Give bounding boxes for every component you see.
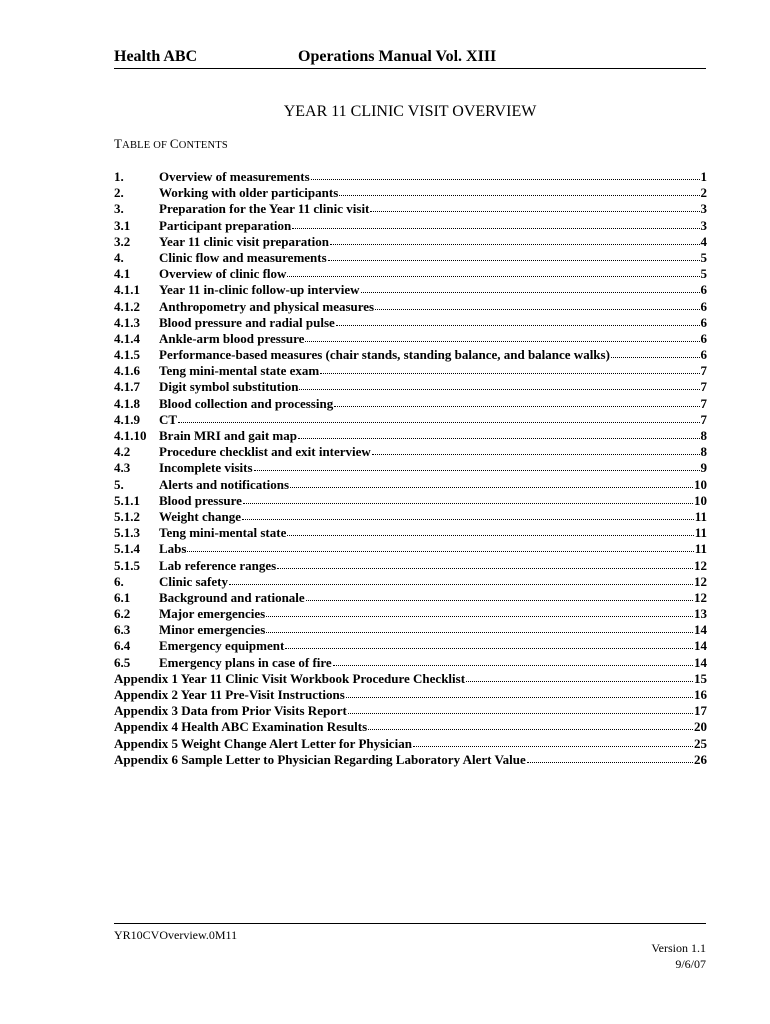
toc-entry-leader [466,671,693,682]
footer-divider [114,923,706,924]
toc-entry-number: 5.1.5 [114,557,140,573]
toc-entry-number: 6.4 [114,638,131,654]
toc-entry-leader [229,574,693,585]
toc-entry-leader [306,590,693,601]
toc-entry-leader [370,201,699,212]
toc-entry-title: Emergency plans in case of fire [159,654,332,670]
toc-entry-page: 7 [700,363,707,379]
toc-entry-page: 20 [694,719,707,735]
toc-entry-page: 6 [700,298,707,314]
toc-entry-number: 4.1 [114,266,131,282]
footer-version-block [651,940,706,972]
toc-entry-title: Procedure checklist and exit interview [159,444,371,460]
toc-entry-title: Blood pressure [159,492,242,508]
toc-entry-leader [311,169,700,180]
toc-entry-number: 1. [114,169,124,184]
toc-entry-title: Clinic flow and measurements [159,249,327,265]
toc-entry-page: 7 [700,395,707,411]
toc-entry-page: 3 [700,201,707,217]
toc-entry[interactable] [114,266,707,282]
toc-entry-leader [285,638,693,649]
toc-entry-page: 12 [694,589,707,605]
toc-entry-page: 16 [694,687,707,702]
toc-entry-page: 6 [700,314,707,330]
toc-entry-title: Year 11 clinic visit preparation [159,233,329,249]
toc-entry-number: 4.3 [114,460,131,476]
toc-entry-leader [328,250,700,261]
toc-entry-leader [277,558,693,569]
toc-entry[interactable] [114,671,707,687]
toc-entry-number: 5. [114,476,124,492]
toc-entry[interactable] [114,218,707,234]
toc-entry-page: 8 [700,428,707,443]
toc-entry[interactable] [114,299,707,315]
toc-entry[interactable] [114,460,707,476]
toc-entry-title: Blood pressure and radial pulse [159,314,335,330]
footer-date: 9/6/07 [675,957,706,971]
toc-entry-number: 3. [114,201,124,217]
toc-entry[interactable] [114,412,707,428]
toc-entry-leader [187,541,693,552]
toc-entry-leader [292,218,699,229]
toc-entry-leader [339,185,699,196]
toc-entry-page: 5 [700,266,707,282]
toc-entry-leader [333,655,693,666]
header-manual-title: Operations Manual Vol. XIII [298,48,497,65]
toc-entry-leader [299,379,699,390]
toc-entry-number: 4. [114,249,124,265]
toc-entry-number: 4.2 [114,444,131,460]
toc-entry-title: Incomplete visits [159,460,253,476]
toc-entry-number: 5.1.4 [114,541,140,557]
toc-entry-leader [346,687,693,698]
toc-heading-letter-c: C [169,136,179,151]
toc-entry-leader [372,444,700,455]
toc-entry[interactable] [114,347,707,363]
toc-entry[interactable] [114,574,707,590]
toc-entry[interactable] [114,331,707,347]
toc-entry[interactable] [114,363,707,379]
toc-entry-title: Ankle-arm blood pressure [159,330,305,346]
toc-entry-page: 11 [694,525,707,541]
toc-entry-leader [330,234,700,245]
toc-entry-number: 4.1.7 [114,379,140,395]
toc-entry-page: 3 [700,217,707,233]
footer-version: Version 1.1 [651,941,706,955]
table-of-contents [114,169,707,768]
toc-entry-leader [298,428,700,439]
toc-entry[interactable] [114,201,707,217]
toc-entry[interactable] [114,282,707,298]
toc-entry-page: 1 [700,169,707,184]
toc-entry-number: 4.1.5 [114,347,140,363]
toc-entry-title: Blood collection and processing [159,395,334,411]
toc-entry-page: 11 [694,541,707,557]
toc-entry-leader [266,606,693,617]
toc-entry[interactable] [114,250,707,266]
toc-entry-title: Emergency equipment [159,638,285,654]
toc-entry-title: Appendix 5 Weight Change Alert Letter for Physician [114,735,412,751]
toc-entry-leader [242,509,694,520]
toc-entry-title: CT [159,411,178,427]
toc-entry-page: 8 [700,444,707,460]
toc-entry-title: Appendix 2 Year 11 Pre-Visit Instructions [114,687,345,702]
toc-entry-number: 4.1.9 [114,411,140,427]
toc-entry[interactable] [114,509,707,525]
toc-entry-number: 4.1.4 [114,330,140,346]
toc-entry-title: Labs [159,541,187,557]
toc-entry-leader [334,396,699,407]
toc-entry-leader [527,752,693,763]
toc-entry-page: 6 [700,347,707,363]
toc-entry-title: Appendix 3 Data from Prior Visits Report [114,703,347,719]
toc-entry-leader [178,412,699,423]
toc-entry-page: 2 [700,185,707,201]
toc-entry-number: 6. [114,573,124,589]
toc-entry[interactable] [114,315,707,331]
toc-entry[interactable] [114,687,707,703]
toc-entry-leader [375,299,699,310]
toc-entry-page: 10 [694,492,707,508]
toc-entry[interactable] [114,185,707,201]
toc-heading-part-2: ONTENTS [178,140,228,151]
toc-entry-title: Overview of clinic flow [159,266,287,282]
toc-entry-page: 7 [700,379,707,395]
toc-entry-number: 4.1.8 [114,395,140,411]
toc-entry-title: Performance-based measures (chair stands, standing balance, and balance walks) [159,347,610,363]
toc-entry[interactable] [114,396,707,412]
toc-entry-leader [287,266,699,277]
toc-entry-leader [368,719,693,730]
toc-entry-leader [287,525,693,536]
page-header [114,46,706,69]
toc-entry-title: Working with older participants [159,185,339,201]
toc-entry[interactable] [114,558,707,574]
toc-entry-page: 7 [700,411,707,427]
toc-entry-number: 4.1.10 [114,428,147,443]
toc-entry-page: 13 [694,606,707,622]
toc-entry-leader [305,331,699,342]
toc-entry[interactable] [114,525,707,541]
document-title: YEAR 11 CLINIC VISIT OVERVIEW [283,103,537,120]
toc-entry-title: Alerts and notifications [159,476,289,492]
toc-entry-leader [243,493,693,504]
toc-entry-page: 4 [700,233,707,249]
toc-entry[interactable] [114,477,707,493]
toc-heading [114,136,228,152]
toc-entry[interactable] [114,655,707,671]
toc-entry-leader [320,363,699,374]
toc-entry-number: 4.1.1 [114,282,140,298]
toc-entry-number: 2. [114,185,124,201]
toc-entry-page: 14 [694,654,707,670]
toc-entry[interactable] [114,169,707,185]
toc-entry-leader [290,477,693,488]
toc-entry[interactable] [114,752,707,768]
toc-entry-number: 6.3 [114,622,131,638]
toc-entry-page: 6 [700,330,707,346]
toc-entry-title: Appendix 4 Health ABC Examination Results [114,719,368,735]
toc-entry[interactable] [114,622,707,638]
toc-entry-leader [254,460,700,471]
toc-entry-page: 12 [694,573,707,589]
toc-entry-number: 6.5 [114,654,131,670]
toc-entry-number: 4.1.3 [114,314,140,330]
toc-entry[interactable] [114,428,707,444]
toc-entry-title: Participant preparation [159,217,292,233]
toc-entry-page: 9 [700,460,707,476]
toc-entry-leader [413,736,693,747]
toc-entry-page: 10 [694,476,707,492]
toc-entry[interactable] [114,703,707,719]
toc-entry-leader [348,703,693,714]
toc-entry-page: 11 [694,508,707,524]
toc-entry-title: Brain MRI and gait map [159,428,297,443]
footer-filename: YR10CVOverview.0M11 [114,928,238,942]
toc-entry-page: 14 [694,622,707,638]
toc-entry[interactable] [114,379,707,395]
toc-entry-page: 12 [694,557,707,573]
toc-entry-title: Overview of measurements [159,169,310,184]
toc-entry-title: Clinic safety [159,573,228,589]
toc-entry-leader [611,347,700,358]
toc-entry-page: 15 [694,670,707,686]
toc-entry-title: Lab reference ranges [159,557,277,573]
toc-entry-page: 26 [694,751,707,767]
toc-entry[interactable] [114,606,707,622]
toc-entry-number: 6.1 [114,589,131,605]
toc-entry-page: 25 [694,735,707,751]
toc-entry[interactable] [114,493,707,509]
toc-heading-letter-t: T [114,136,123,151]
toc-entry-leader [266,622,693,633]
toc-entry-leader [361,282,700,293]
toc-entry-number: 4.1.6 [114,363,140,379]
toc-entry[interactable] [114,541,707,557]
toc-entry-title: Teng mini-mental state [159,525,287,541]
toc-entry-title: Appendix 1 Year 11 Clinic Visit Workbook Procedure Checklist [114,670,466,686]
toc-entry-number: 3.2 [114,233,131,249]
toc-entry-page: 6 [700,282,707,298]
toc-entry-page: 5 [700,249,707,265]
toc-entry-title: Digit symbol substitution [159,379,299,395]
toc-entry-title: Minor emergencies [159,622,266,638]
toc-entry-number: 5.1.1 [114,492,140,508]
toc-entry-number: 5.1.2 [114,508,140,524]
toc-entry-title: Major emergencies [159,606,266,622]
toc-entry-leader [336,315,700,326]
toc-entry-number: 6.2 [114,606,131,622]
toc-heading-part-1: ABLE OF [122,140,170,151]
toc-entry-title: Anthropometry and physical measures [159,298,375,314]
toc-entry-title: Preparation for the Year 11 clinic visit [159,201,370,217]
toc-entry[interactable] [114,638,707,654]
toc-entry-number: 5.1.3 [114,525,140,541]
toc-entry-title: Weight change [159,508,241,524]
toc-entry-page: 14 [694,638,707,654]
toc-entry-title: Appendix 6 Sample Letter to Physician Regarding Laboratory Alert Value [114,751,526,767]
toc-entry-title: Teng mini-mental state exam [159,363,320,379]
toc-entry[interactable] [114,719,707,735]
header-left-title: Health ABC [114,48,198,65]
toc-entry-page: 17 [694,703,707,719]
toc-entry[interactable] [114,590,707,606]
toc-entry-title: Year 11 in-clinic follow-up interview [159,282,360,298]
toc-entry-number: 4.1.2 [114,298,140,314]
toc-entry[interactable] [114,736,707,752]
toc-entry-title: Background and rationale [159,589,305,605]
toc-entry[interactable] [114,444,707,460]
toc-entry[interactable] [114,234,707,250]
toc-entry-number: 3.1 [114,217,131,233]
